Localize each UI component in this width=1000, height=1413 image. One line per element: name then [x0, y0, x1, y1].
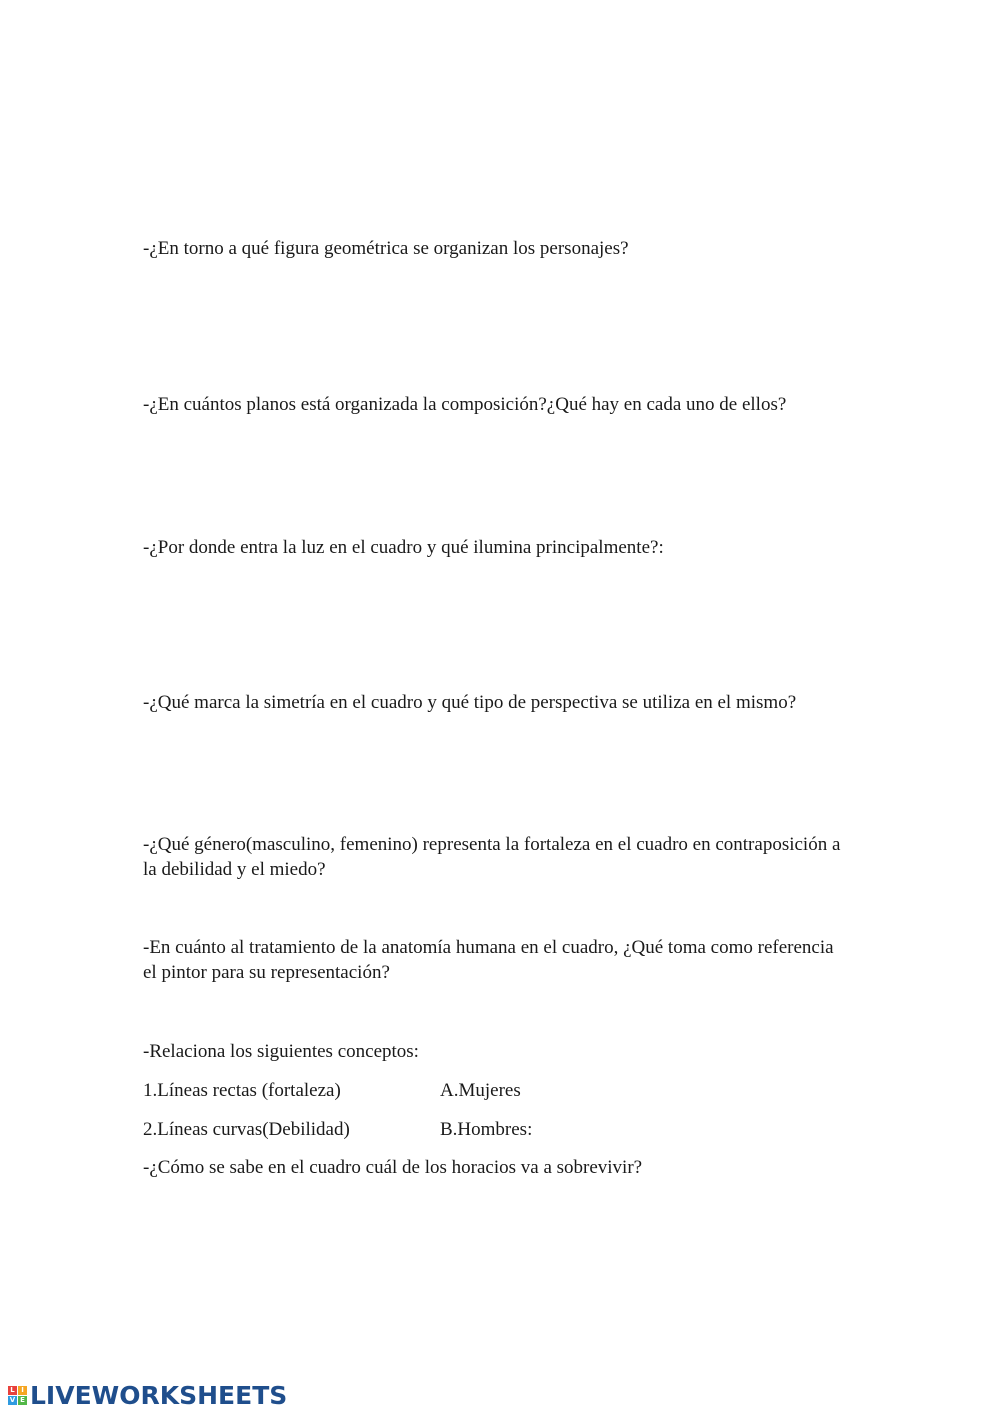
question-6: -En cuánto al tratamiento de la anatomía humana en el cuadro, ¿Qué toma como referencia el pintor para su representación?	[143, 937, 834, 983]
matching-left-item: 1.Líneas rectas (fortaleza)	[143, 1080, 341, 1101]
matching-right-item: A.Mujeres	[440, 1080, 521, 1101]
liveworksheets-logo[interactable]	[8, 1381, 287, 1409]
logo-text: LIVEWORKSHEETS	[30, 1380, 288, 1410]
question-1: -¿En torno a qué figura geométrica se organizan los personajes?	[143, 238, 629, 259]
matching-left-item: 2.Líneas curvas(Debilidad)	[143, 1119, 350, 1140]
question-3: -¿Por donde entra la luz en el cuadro y qué ilumina principalmente?:	[143, 537, 664, 558]
question-4: -¿Qué marca la simetría en el cuadro y qué tipo de perspectiva se utiliza en el mismo?	[143, 692, 797, 713]
question-8: -¿Cómo se sabe en el cuadro cuál de los horacios va a sobrevivir?	[143, 1157, 643, 1178]
question-2: -¿En cuántos planos está organizada la composición?¿Qué hay en cada uno de ellos?	[143, 394, 787, 415]
question-5: -¿Qué género(masculino, femenino) representa la fortaleza en el cuadro en contraposición a la debilidad y el miedo?	[143, 834, 841, 880]
question-7-matching-instructions: -Relaciona los siguientes conceptos:	[143, 1041, 419, 1062]
matching-row	[143, 1078, 521, 1103]
matching-right-item: B.Hombres:	[440, 1119, 533, 1140]
liveworksheets-logo-icon: L I V E	[8, 1386, 27, 1405]
matching-row	[143, 1117, 533, 1142]
